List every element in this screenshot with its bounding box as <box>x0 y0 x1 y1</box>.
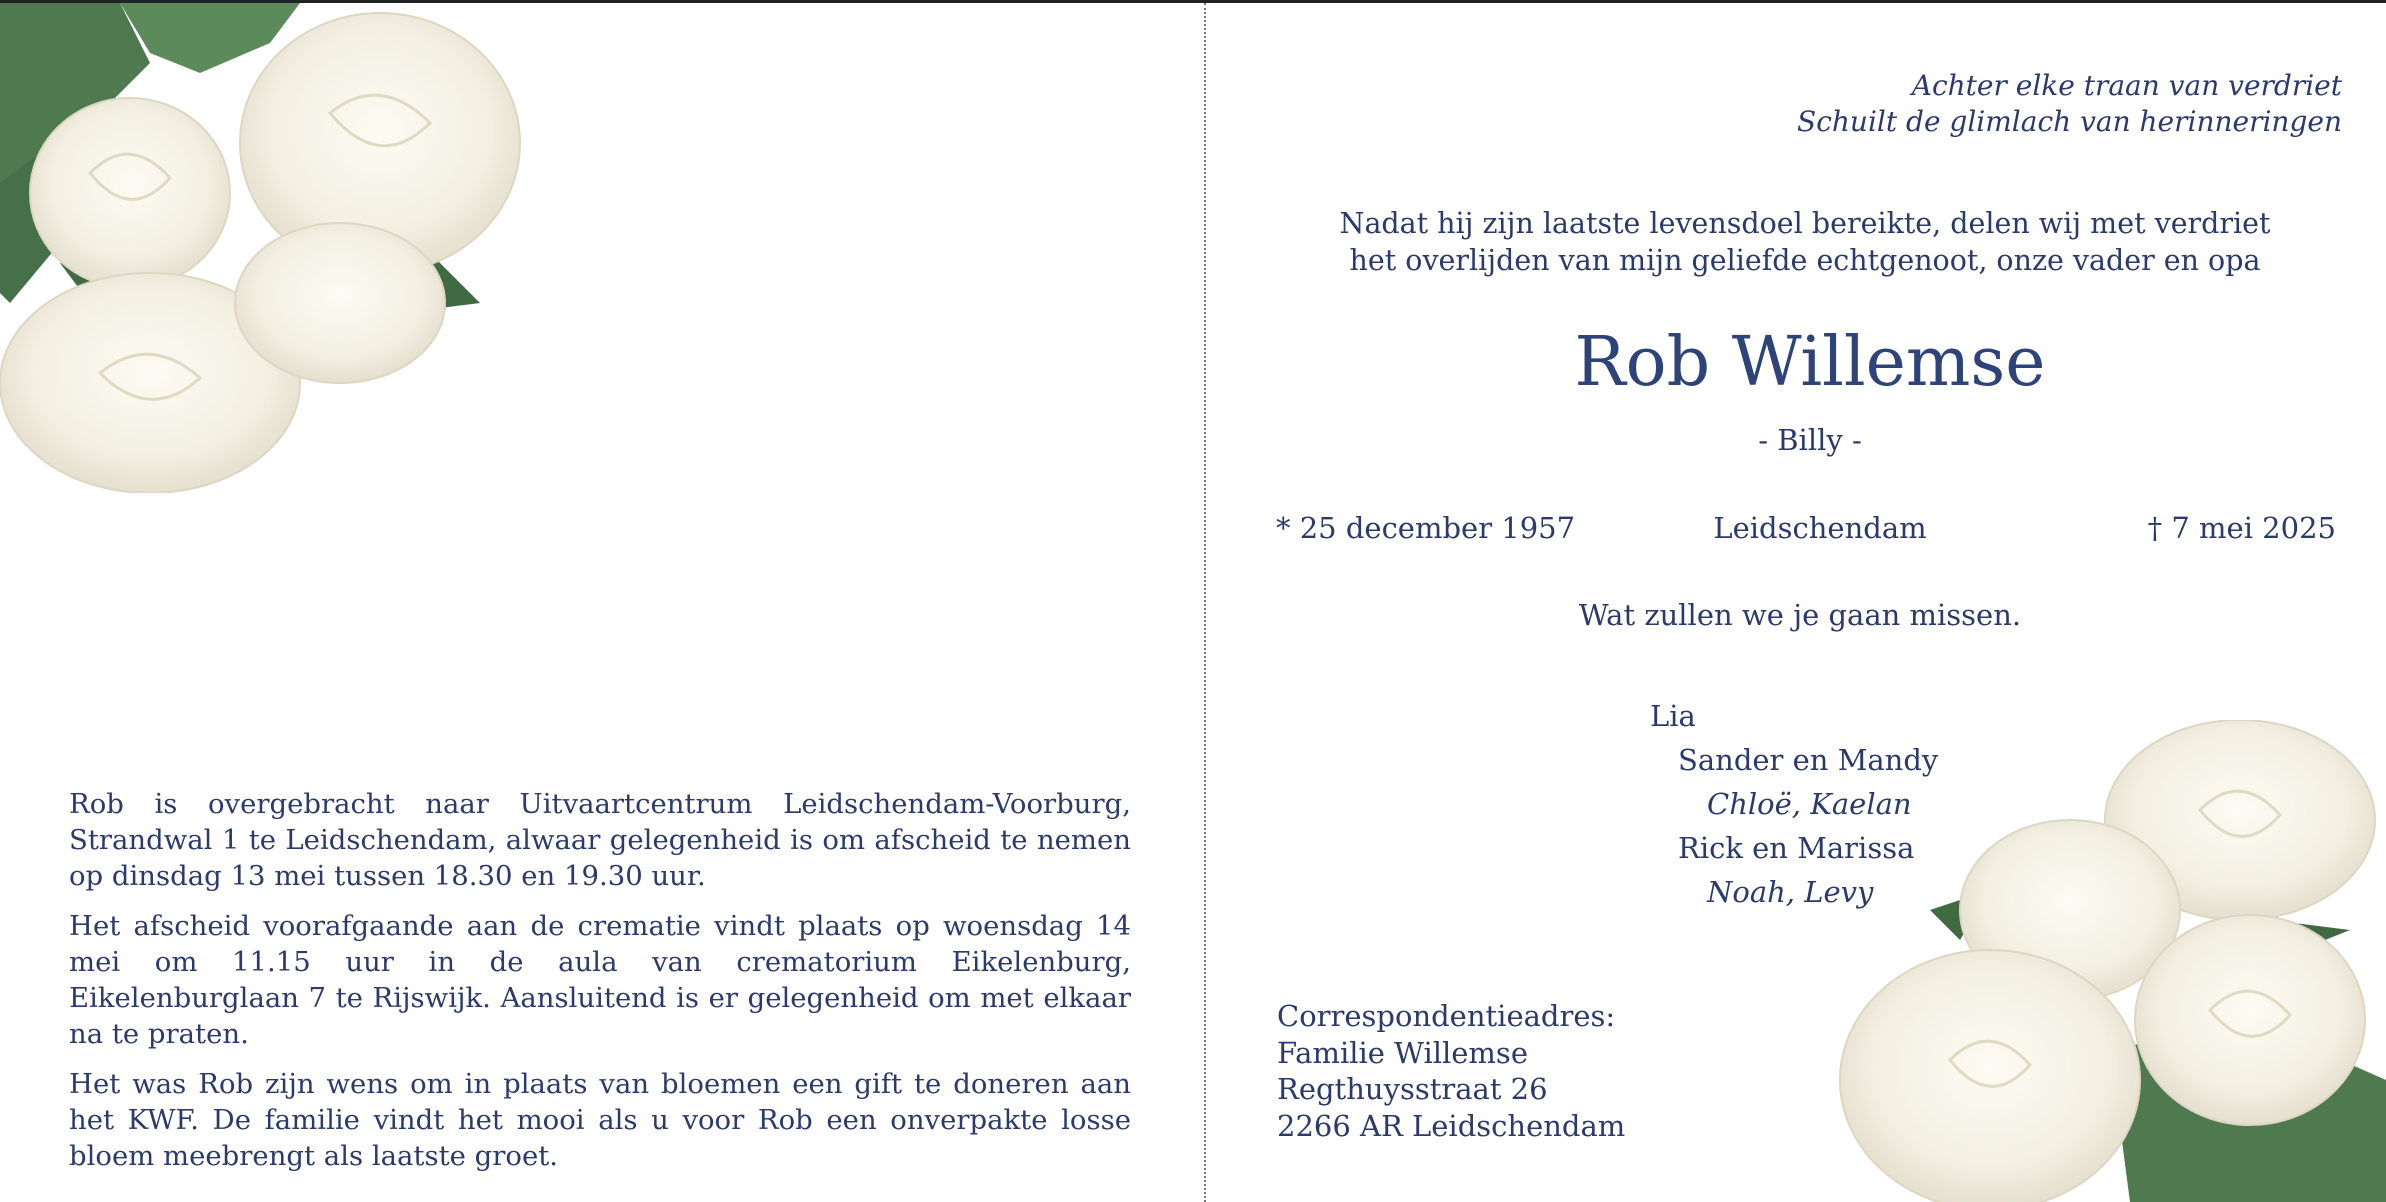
motto-line: Achter elke traan van verdriet <box>1911 69 2342 102</box>
family-grandchildren: Chloë, Kaelan <box>1707 787 1912 821</box>
address-city: 2266 AR Leidschendam <box>1277 1108 1626 1143</box>
viewing-paragraph: Rob is overgebracht naar Uitvaartcentrum Leidschendam-Voorburg, Strandwal 1 te Leidschendam, alwaar gelegenheid is om afscheid te nemen op dinsdag 13 mei tussen 18.30 en 19.30 uur. <box>69 788 1131 892</box>
announcement-intro <box>1310 205 2300 279</box>
family-member: Sander en Mandy <box>1678 743 1939 777</box>
cremation-paragraph: Het afscheid voorafgaande aan de crematie vindt plaats op woensdag 14 mei om 11.15 uur in de aula van crematorium Eikelenburg, Eikelenburglaan 7 te Rijswijk. Aansluitend is er gelegenheid om met elkaar na te praten. <box>69 910 1131 1050</box>
motto-verse <box>1642 68 2342 140</box>
peony-flowers-bottom-right <box>1830 720 2386 1202</box>
motto-line: Schuilt de glimlach van herinneringen <box>1797 105 2342 138</box>
intro-line: Nadat hij zijn laatste levensdoel bereikte, delen wij met verdriet <box>1339 207 2271 240</box>
correspondence-address <box>1277 998 1625 1144</box>
address-street: Regthuysstraat 26 <box>1277 1072 1548 1106</box>
funeral-information <box>69 786 1131 1188</box>
deceased-nickname: - Billy - <box>1758 423 1862 457</box>
closing-line: Wat zullen we je gaan missen. <box>1578 598 2022 632</box>
donation-paragraph: Het was Rob zijn wens om in plaats van bloemen een gift te doneren aan het KWF. De familie vindt het mooi als u voor Rob een onverpakte losse bloem meebrengt als laatste groet. <box>69 1068 1131 1172</box>
fold-line <box>1204 3 1206 1202</box>
family-grandchildren: Noah, Levy <box>1707 875 1874 909</box>
deceased-name: Rob Willemse <box>1574 323 2046 402</box>
intro-line: het overlijden van mijn geliefde echtgenoot, onze vader en opa <box>1349 244 2261 277</box>
place-of-residence: Leidschendam <box>1713 511 1927 545</box>
family-member: Lia <box>1650 699 1696 733</box>
family-member: Rick en Marissa <box>1678 831 1915 865</box>
death-date: † 7 mei 2025 <box>2147 511 2336 545</box>
address-label: Correspondentieadres: <box>1277 999 1616 1033</box>
address-name: Familie Willemse <box>1277 1035 1528 1070</box>
peony-flowers-top-left <box>0 3 580 493</box>
birth-date: * 25 december 1957 <box>1276 511 1576 545</box>
